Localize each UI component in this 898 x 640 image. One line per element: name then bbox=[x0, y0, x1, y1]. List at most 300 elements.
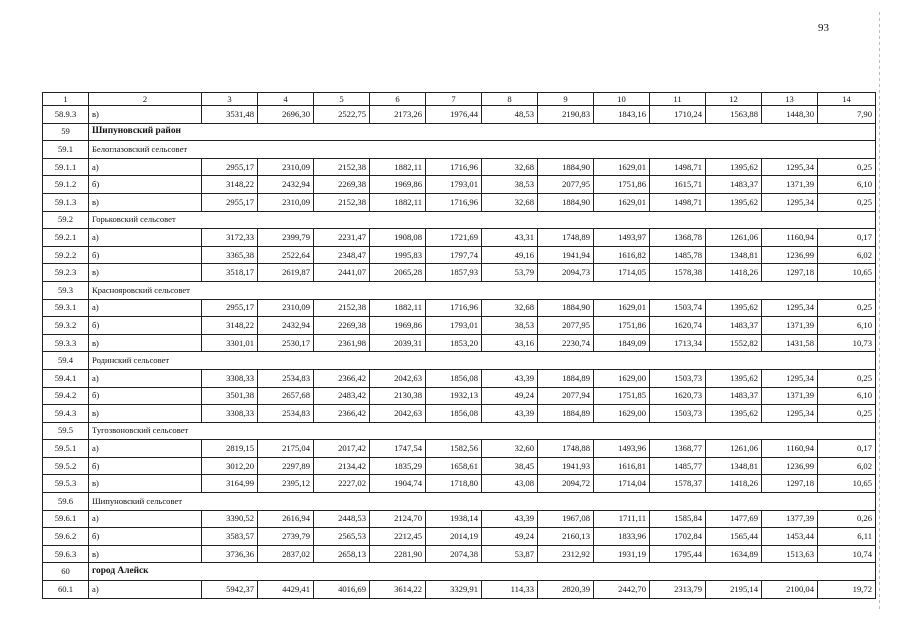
value-cell: 10,73 bbox=[818, 334, 876, 352]
value-cell: 6,11 bbox=[818, 528, 876, 546]
value-cell: 2312,92 bbox=[538, 545, 594, 563]
value-cell: 1503,73 bbox=[650, 405, 706, 423]
value-cell: 1236,99 bbox=[762, 246, 818, 264]
value-cell: 2094,72 bbox=[538, 475, 594, 493]
value-cell: 1976,44 bbox=[426, 106, 482, 124]
value-cell: 0,25 bbox=[818, 299, 876, 317]
row-code-cell: 59.2 bbox=[43, 211, 89, 229]
table-row bbox=[43, 317, 876, 335]
row-code-cell: 58.9.3 bbox=[43, 106, 89, 124]
value-cell: 2134,42 bbox=[314, 457, 370, 475]
section-row bbox=[43, 493, 876, 511]
value-cell: 2175,04 bbox=[258, 440, 314, 458]
value-cell: 1884,90 bbox=[538, 193, 594, 211]
value-cell: 1931,19 bbox=[594, 545, 650, 563]
value-cell: 6,10 bbox=[818, 176, 876, 194]
value-cell: 0,25 bbox=[818, 369, 876, 387]
row-code-cell: 59.1.1 bbox=[43, 158, 89, 176]
table-row bbox=[43, 528, 876, 546]
table-row bbox=[43, 405, 876, 423]
value-cell: 3365,38 bbox=[202, 246, 258, 264]
table-row bbox=[43, 176, 876, 194]
value-cell: 1716,96 bbox=[426, 193, 482, 211]
table-row bbox=[43, 158, 876, 176]
value-cell: 1941,93 bbox=[538, 457, 594, 475]
column-number-cell: 3 bbox=[202, 93, 258, 106]
table-row bbox=[43, 457, 876, 475]
value-cell: 1348,81 bbox=[706, 246, 762, 264]
value-cell: 32,68 bbox=[482, 299, 538, 317]
value-cell: 2955,17 bbox=[202, 299, 258, 317]
table-row bbox=[43, 193, 876, 211]
value-cell: 4429,41 bbox=[258, 581, 314, 599]
value-cell: 38,53 bbox=[482, 176, 538, 194]
value-cell: 1967,08 bbox=[538, 510, 594, 528]
value-cell: 1833,96 bbox=[594, 528, 650, 546]
value-cell: 2310,09 bbox=[258, 299, 314, 317]
value-cell: 2361,98 bbox=[314, 334, 370, 352]
value-cell: 2366,42 bbox=[314, 369, 370, 387]
value-cell: 0,25 bbox=[818, 405, 876, 423]
value-cell: 49,24 bbox=[482, 528, 538, 546]
subitem-cell: в) bbox=[89, 106, 202, 124]
value-cell: 1629,00 bbox=[594, 369, 650, 387]
value-cell: 49,24 bbox=[482, 387, 538, 405]
value-cell: 1908,08 bbox=[370, 229, 426, 247]
subitem-cell: в) bbox=[89, 264, 202, 282]
value-cell: 2616,94 bbox=[258, 510, 314, 528]
row-code-cell: 59.5.2 bbox=[43, 457, 89, 475]
value-cell: 2017,42 bbox=[314, 440, 370, 458]
row-code-cell: 59.4.1 bbox=[43, 369, 89, 387]
row-code-cell: 59.2.1 bbox=[43, 229, 89, 247]
value-cell: 3501,38 bbox=[202, 387, 258, 405]
row-code-cell: 59.2.3 bbox=[43, 264, 89, 282]
value-cell: 1493,96 bbox=[594, 440, 650, 458]
value-cell: 1295,34 bbox=[762, 158, 818, 176]
row-code-cell: 59.3 bbox=[43, 281, 89, 299]
value-cell: 1797,74 bbox=[426, 246, 482, 264]
column-number-row bbox=[43, 93, 876, 106]
value-cell: 2483,42 bbox=[314, 387, 370, 405]
subitem-cell: в) bbox=[89, 334, 202, 352]
value-cell: 1620,74 bbox=[650, 317, 706, 335]
value-cell: 1748,88 bbox=[538, 440, 594, 458]
council-heading: Тугозвоновский сельсовет bbox=[89, 422, 876, 440]
table-row bbox=[43, 229, 876, 247]
subitem-cell: в) bbox=[89, 193, 202, 211]
subitem-cell: в) bbox=[89, 545, 202, 563]
value-cell: 1884,90 bbox=[538, 299, 594, 317]
subitem-cell: а) bbox=[89, 229, 202, 247]
value-cell: 3164,99 bbox=[202, 475, 258, 493]
value-cell: 1368,77 bbox=[650, 440, 706, 458]
subitem-cell: б) bbox=[89, 176, 202, 194]
value-cell: 3614,22 bbox=[370, 581, 426, 599]
value-cell: 1585,84 bbox=[650, 510, 706, 528]
value-cell: 1629,01 bbox=[594, 158, 650, 176]
value-cell: 1716,96 bbox=[426, 299, 482, 317]
value-cell: 2042,63 bbox=[370, 405, 426, 423]
value-cell: 3518,17 bbox=[202, 264, 258, 282]
value-cell: 1748,89 bbox=[538, 229, 594, 247]
value-cell: 2190,83 bbox=[538, 106, 594, 124]
value-cell: 2534,83 bbox=[258, 405, 314, 423]
value-cell: 1485,78 bbox=[650, 246, 706, 264]
value-cell: 1793,01 bbox=[426, 317, 482, 335]
value-cell: 1629,01 bbox=[594, 193, 650, 211]
subitem-cell: а) bbox=[89, 158, 202, 176]
row-code-cell: 59.6 bbox=[43, 493, 89, 511]
value-cell: 19,72 bbox=[818, 581, 876, 599]
value-cell: 2130,38 bbox=[370, 387, 426, 405]
value-cell: 0,25 bbox=[818, 158, 876, 176]
subitem-cell: а) bbox=[89, 581, 202, 599]
value-cell: 2522,64 bbox=[258, 246, 314, 264]
subitem-cell: в) bbox=[89, 475, 202, 493]
value-cell: 1882,11 bbox=[370, 158, 426, 176]
value-cell: 1857,93 bbox=[426, 264, 482, 282]
subitem-cell: б) bbox=[89, 457, 202, 475]
value-cell: 1714,05 bbox=[594, 264, 650, 282]
value-cell: 2094,73 bbox=[538, 264, 594, 282]
value-cell: 2442,70 bbox=[594, 581, 650, 599]
value-cell: 10,74 bbox=[818, 545, 876, 563]
section-row bbox=[43, 123, 876, 141]
value-cell: 1395,62 bbox=[706, 369, 762, 387]
value-cell: 3308,33 bbox=[202, 369, 258, 387]
row-code-cell: 59.1.2 bbox=[43, 176, 89, 194]
value-cell: 2152,38 bbox=[314, 193, 370, 211]
value-cell: 1348,81 bbox=[706, 457, 762, 475]
value-cell: 1578,38 bbox=[650, 264, 706, 282]
value-cell: 2522,75 bbox=[314, 106, 370, 124]
section-row bbox=[43, 563, 876, 581]
value-cell: 1371,39 bbox=[762, 387, 818, 405]
value-cell: 2100,04 bbox=[762, 581, 818, 599]
value-cell: 1835,29 bbox=[370, 457, 426, 475]
row-code-cell: 59.1.3 bbox=[43, 193, 89, 211]
subitem-cell: а) bbox=[89, 440, 202, 458]
value-cell: 2739,79 bbox=[258, 528, 314, 546]
value-cell: 2955,17 bbox=[202, 193, 258, 211]
value-cell: 32,68 bbox=[482, 158, 538, 176]
value-cell: 2448,53 bbox=[314, 510, 370, 528]
value-cell: 48,53 bbox=[482, 106, 538, 124]
value-cell: 1503,73 bbox=[650, 369, 706, 387]
row-code-cell: 59.1 bbox=[43, 141, 89, 159]
value-cell: 2269,38 bbox=[314, 317, 370, 335]
value-cell: 2039,31 bbox=[370, 334, 426, 352]
row-code-cell: 59.6.2 bbox=[43, 528, 89, 546]
value-cell: 49,16 bbox=[482, 246, 538, 264]
value-cell: 1884,89 bbox=[538, 405, 594, 423]
value-cell: 2313,79 bbox=[650, 581, 706, 599]
value-cell: 1418,26 bbox=[706, 475, 762, 493]
value-cell: 1236,99 bbox=[762, 457, 818, 475]
subitem-cell: а) bbox=[89, 510, 202, 528]
value-cell: 1297,18 bbox=[762, 475, 818, 493]
value-cell: 3736,36 bbox=[202, 545, 258, 563]
value-cell: 1483,37 bbox=[706, 387, 762, 405]
value-cell: 2124,70 bbox=[370, 510, 426, 528]
value-cell: 38,53 bbox=[482, 317, 538, 335]
value-cell: 4016,69 bbox=[314, 581, 370, 599]
value-cell: 2195,14 bbox=[706, 581, 762, 599]
table-row bbox=[43, 334, 876, 352]
value-cell: 0,26 bbox=[818, 510, 876, 528]
section-row bbox=[43, 141, 876, 159]
subitem-cell: а) bbox=[89, 299, 202, 317]
value-cell: 3301,01 bbox=[202, 334, 258, 352]
council-heading: Шипуновский сельсовет bbox=[89, 493, 876, 511]
value-cell: 1453,44 bbox=[762, 528, 818, 546]
value-cell: 1377,39 bbox=[762, 510, 818, 528]
value-cell: 1995,83 bbox=[370, 246, 426, 264]
column-number-cell: 1 bbox=[43, 93, 89, 106]
column-number-cell: 8 bbox=[482, 93, 538, 106]
page-edge-divider bbox=[879, 12, 880, 612]
value-cell: 2657,68 bbox=[258, 387, 314, 405]
value-cell: 3583,57 bbox=[202, 528, 258, 546]
value-cell: 2065,28 bbox=[370, 264, 426, 282]
value-cell: 2955,17 bbox=[202, 158, 258, 176]
value-cell: 1884,89 bbox=[538, 369, 594, 387]
value-cell: 2077,95 bbox=[538, 317, 594, 335]
value-cell: 1160,94 bbox=[762, 229, 818, 247]
table-row bbox=[43, 369, 876, 387]
value-cell: 2297,89 bbox=[258, 457, 314, 475]
value-cell: 3172,33 bbox=[202, 229, 258, 247]
value-cell: 43,39 bbox=[482, 405, 538, 423]
value-cell: 3329,91 bbox=[426, 581, 482, 599]
value-cell: 1710,24 bbox=[650, 106, 706, 124]
value-cell: 1941,94 bbox=[538, 246, 594, 264]
value-cell: 1261,06 bbox=[706, 229, 762, 247]
council-heading: Краснояровский сельсовет bbox=[89, 281, 876, 299]
subitem-cell: б) bbox=[89, 387, 202, 405]
table-row bbox=[43, 106, 876, 124]
value-cell: 1751,86 bbox=[594, 317, 650, 335]
column-number-cell: 9 bbox=[538, 93, 594, 106]
value-cell: 3390,52 bbox=[202, 510, 258, 528]
value-cell: 2160,13 bbox=[538, 528, 594, 546]
column-number-cell: 6 bbox=[370, 93, 426, 106]
value-cell: 53,79 bbox=[482, 264, 538, 282]
value-cell: 1498,71 bbox=[650, 193, 706, 211]
value-cell: 1629,00 bbox=[594, 405, 650, 423]
row-code-cell: 59.5.1 bbox=[43, 440, 89, 458]
column-number-cell: 5 bbox=[314, 93, 370, 106]
value-cell: 1711,11 bbox=[594, 510, 650, 528]
value-cell: 1418,26 bbox=[706, 264, 762, 282]
value-cell: 6,02 bbox=[818, 457, 876, 475]
value-cell: 1295,34 bbox=[762, 299, 818, 317]
value-cell: 1856,08 bbox=[426, 369, 482, 387]
value-cell: 2658,13 bbox=[314, 545, 370, 563]
value-cell: 1713,34 bbox=[650, 334, 706, 352]
value-cell: 1904,74 bbox=[370, 475, 426, 493]
value-cell: 1620,73 bbox=[650, 387, 706, 405]
value-cell: 2173,26 bbox=[370, 106, 426, 124]
value-cell: 5942,37 bbox=[202, 581, 258, 599]
value-cell: 1843,16 bbox=[594, 106, 650, 124]
district-heading: Шипуновский район bbox=[89, 123, 876, 141]
value-cell: 2227,02 bbox=[314, 475, 370, 493]
row-code-cell: 59.5.3 bbox=[43, 475, 89, 493]
tariff-table bbox=[42, 92, 876, 599]
value-cell: 6,02 bbox=[818, 246, 876, 264]
value-cell: 2696,30 bbox=[258, 106, 314, 124]
value-cell: 1565,44 bbox=[706, 528, 762, 546]
value-cell: 1969,86 bbox=[370, 317, 426, 335]
value-cell: 1969,86 bbox=[370, 176, 426, 194]
value-cell: 3308,33 bbox=[202, 405, 258, 423]
value-cell: 1477,69 bbox=[706, 510, 762, 528]
row-code-cell: 59.4.2 bbox=[43, 387, 89, 405]
value-cell: 2565,53 bbox=[314, 528, 370, 546]
value-cell: 2399,79 bbox=[258, 229, 314, 247]
subitem-cell: а) bbox=[89, 369, 202, 387]
row-code-cell: 59.6.3 bbox=[43, 545, 89, 563]
value-cell: 2269,38 bbox=[314, 176, 370, 194]
value-cell: 3148,22 bbox=[202, 317, 258, 335]
value-cell: 1714,04 bbox=[594, 475, 650, 493]
value-cell: 2534,83 bbox=[258, 369, 314, 387]
value-cell: 43,08 bbox=[482, 475, 538, 493]
value-cell: 1616,82 bbox=[594, 246, 650, 264]
value-cell: 1718,80 bbox=[426, 475, 482, 493]
value-cell: 3148,22 bbox=[202, 176, 258, 194]
column-number-cell: 4 bbox=[258, 93, 314, 106]
table-row bbox=[43, 440, 876, 458]
value-cell: 1448,30 bbox=[762, 106, 818, 124]
value-cell: 1160,94 bbox=[762, 440, 818, 458]
value-cell: 1882,11 bbox=[370, 193, 426, 211]
value-cell: 1578,37 bbox=[650, 475, 706, 493]
table-row bbox=[43, 581, 876, 599]
subitem-cell: б) bbox=[89, 528, 202, 546]
value-cell: 32,68 bbox=[482, 193, 538, 211]
value-cell: 2619,87 bbox=[258, 264, 314, 282]
value-cell: 1552,82 bbox=[706, 334, 762, 352]
value-cell: 2310,09 bbox=[258, 193, 314, 211]
value-cell: 1395,62 bbox=[706, 158, 762, 176]
subitem-cell: б) bbox=[89, 246, 202, 264]
value-cell: 2077,95 bbox=[538, 176, 594, 194]
section-row bbox=[43, 281, 876, 299]
value-cell: 1371,39 bbox=[762, 176, 818, 194]
value-cell: 43,39 bbox=[482, 369, 538, 387]
value-cell: 10,65 bbox=[818, 475, 876, 493]
value-cell: 1716,96 bbox=[426, 158, 482, 176]
value-cell: 1938,14 bbox=[426, 510, 482, 528]
value-cell: 2152,38 bbox=[314, 158, 370, 176]
value-cell: 1295,34 bbox=[762, 405, 818, 423]
value-cell: 1395,62 bbox=[706, 299, 762, 317]
value-cell: 1849,09 bbox=[594, 334, 650, 352]
column-number-cell: 14 bbox=[818, 93, 876, 106]
value-cell: 1498,71 bbox=[650, 158, 706, 176]
subitem-cell: б) bbox=[89, 317, 202, 335]
row-code-cell: 59.4 bbox=[43, 352, 89, 370]
section-row bbox=[43, 422, 876, 440]
page-number: 93 bbox=[818, 22, 829, 34]
value-cell: 2042,63 bbox=[370, 369, 426, 387]
value-cell: 1483,37 bbox=[706, 176, 762, 194]
value-cell: 1368,78 bbox=[650, 229, 706, 247]
table-row bbox=[43, 264, 876, 282]
value-cell: 0,17 bbox=[818, 440, 876, 458]
value-cell: 1884,90 bbox=[538, 158, 594, 176]
value-cell: 1503,74 bbox=[650, 299, 706, 317]
value-cell: 2281,90 bbox=[370, 545, 426, 563]
row-code-cell: 59 bbox=[43, 123, 89, 141]
value-cell: 1295,34 bbox=[762, 369, 818, 387]
column-number-cell: 11 bbox=[650, 93, 706, 106]
value-cell: 1751,85 bbox=[594, 387, 650, 405]
value-cell: 2310,09 bbox=[258, 158, 314, 176]
subitem-cell: в) bbox=[89, 405, 202, 423]
value-cell: 2348,47 bbox=[314, 246, 370, 264]
value-cell: 1431,58 bbox=[762, 334, 818, 352]
value-cell: 38,45 bbox=[482, 457, 538, 475]
value-cell: 1856,08 bbox=[426, 405, 482, 423]
value-cell: 2077,94 bbox=[538, 387, 594, 405]
column-number-cell: 12 bbox=[706, 93, 762, 106]
value-cell: 1493,97 bbox=[594, 229, 650, 247]
value-cell: 1582,56 bbox=[426, 440, 482, 458]
table-row bbox=[43, 246, 876, 264]
value-cell: 43,16 bbox=[482, 334, 538, 352]
district-heading: город Алейск bbox=[89, 563, 876, 581]
value-cell: 1395,62 bbox=[706, 193, 762, 211]
column-number-cell: 7 bbox=[426, 93, 482, 106]
value-cell: 43,39 bbox=[482, 510, 538, 528]
row-code-cell: 59.3.1 bbox=[43, 299, 89, 317]
value-cell: 3012,20 bbox=[202, 457, 258, 475]
value-cell: 2820,39 bbox=[538, 581, 594, 599]
value-cell: 2230,74 bbox=[538, 334, 594, 352]
value-cell: 1721,69 bbox=[426, 229, 482, 247]
value-cell: 1747,54 bbox=[370, 440, 426, 458]
value-cell: 10,65 bbox=[818, 264, 876, 282]
value-cell: 1616,81 bbox=[594, 457, 650, 475]
value-cell: 2074,38 bbox=[426, 545, 482, 563]
value-cell: 1932,13 bbox=[426, 387, 482, 405]
value-cell: 2837,02 bbox=[258, 545, 314, 563]
value-cell: 53,87 bbox=[482, 545, 538, 563]
section-row bbox=[43, 352, 876, 370]
value-cell: 2819,15 bbox=[202, 440, 258, 458]
council-heading: Горьковский сельсовет bbox=[89, 211, 876, 229]
value-cell: 2530,17 bbox=[258, 334, 314, 352]
row-code-cell: 59.3.3 bbox=[43, 334, 89, 352]
value-cell: 2152,38 bbox=[314, 299, 370, 317]
value-cell: 1882,11 bbox=[370, 299, 426, 317]
value-cell: 1702,84 bbox=[650, 528, 706, 546]
value-cell: 2395,12 bbox=[258, 475, 314, 493]
column-number-cell: 2 bbox=[89, 93, 202, 106]
row-code-cell: 59.5 bbox=[43, 422, 89, 440]
value-cell: 114,33 bbox=[482, 581, 538, 599]
value-cell: 1371,39 bbox=[762, 317, 818, 335]
row-code-cell: 59.2.2 bbox=[43, 246, 89, 264]
value-cell: 6,10 bbox=[818, 387, 876, 405]
council-heading: Родинский сельсовет bbox=[89, 352, 876, 370]
value-cell: 1853,20 bbox=[426, 334, 482, 352]
value-cell: 6,10 bbox=[818, 317, 876, 335]
